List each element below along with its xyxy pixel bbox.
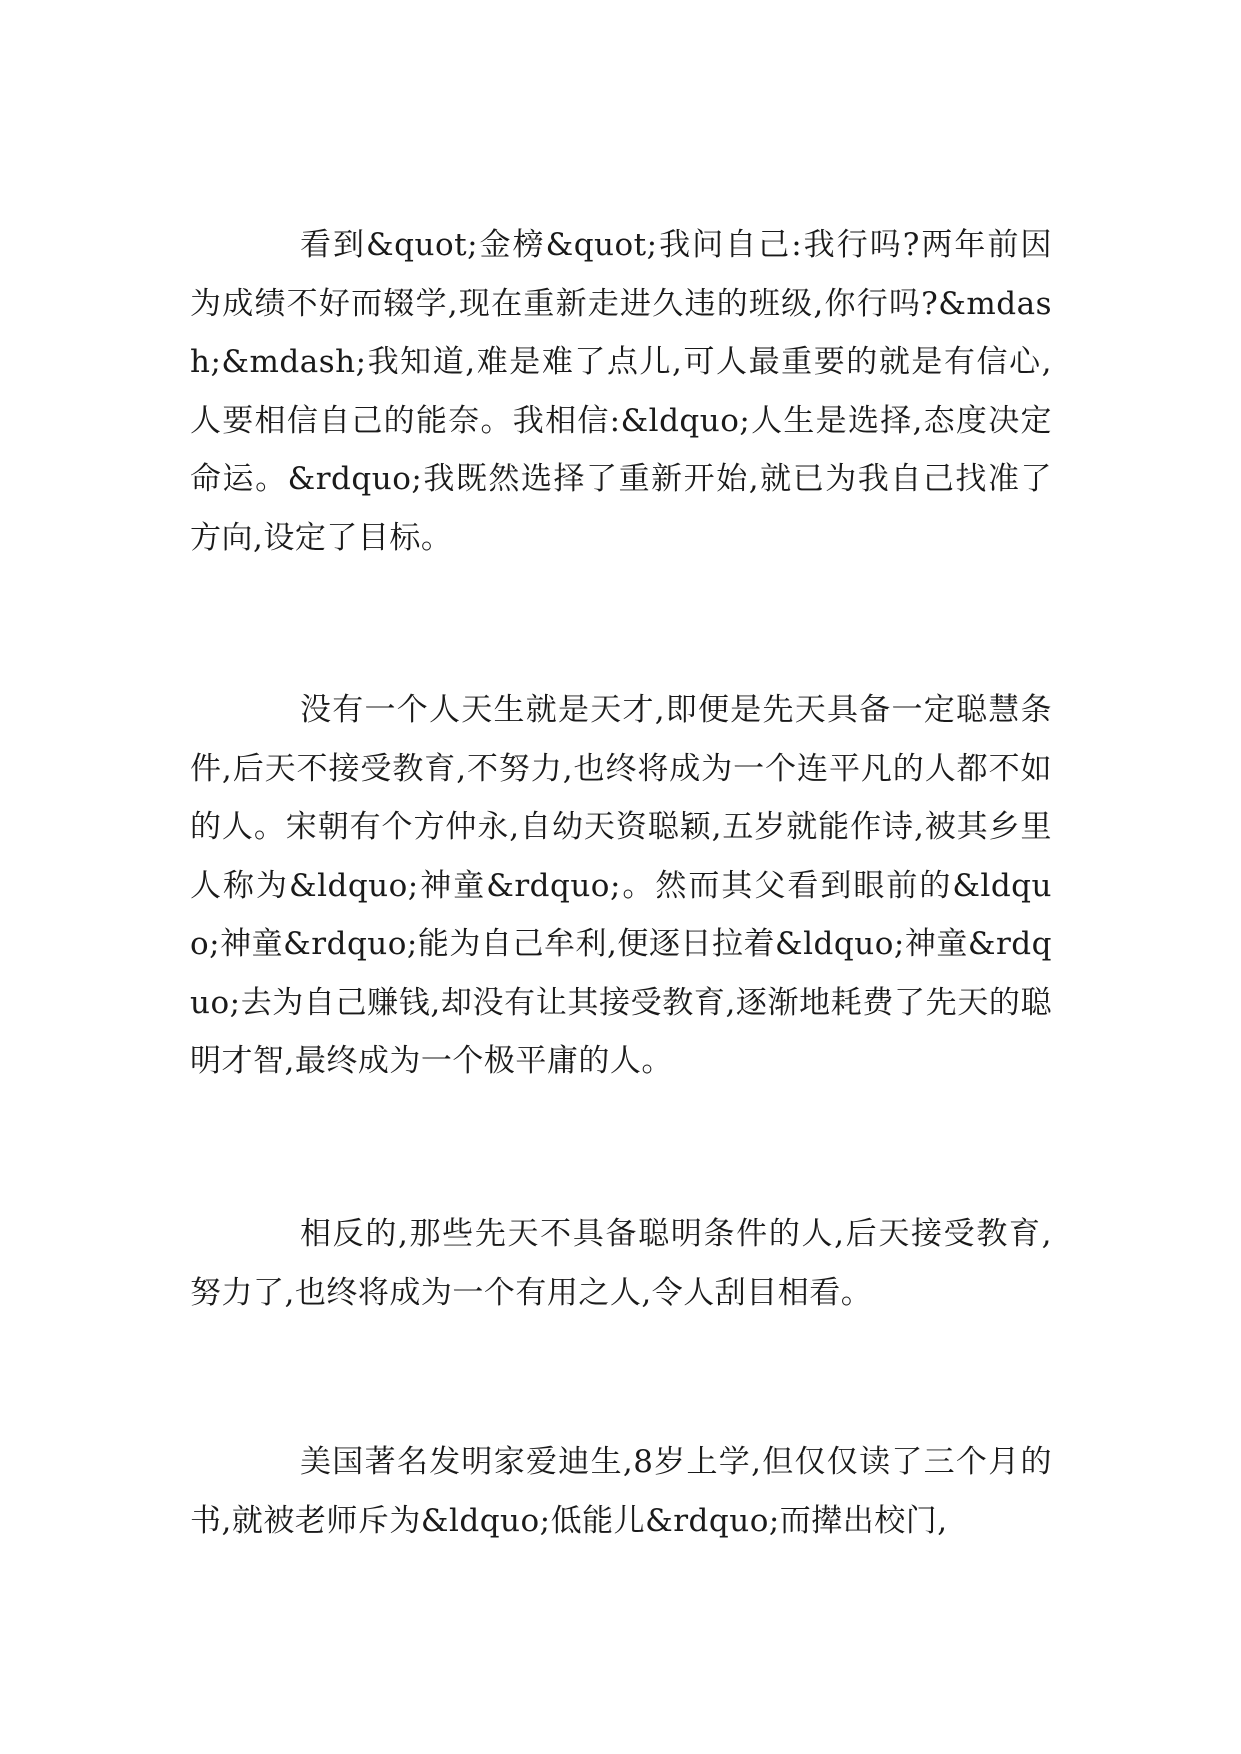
paragraph-confidence: 看到&quot;金榜&quot;我问自己:我行吗?两年前因为成绩不好而辍学,现在重新走进久违的班级,你行吗?&mdash;&mdash;我知道,难是难了点儿,可人最重要的就是有信心,人要相信自己的能奈。我相信:&ldquo;人生是选择,态度决定命运。&rdquo;我既然选择了重新开始,就已为我自己找准了方向,设定了目标。 [190,227,1052,556]
paragraph-effort: 相反的,那些先天不具备聪明条件的人,后天接受教育,努力了,也终将成为一个有用之人,令人刮目相看。 [190,1216,1052,1311]
paragraph-edison: 美国著名发明家爱迪生,8岁上学,但仅仅读了三个月的书,就被老师斥为&ldquo;低能儿&rdquo;而撵出校门, [190,1444,1052,1539]
paragraph-fang-zhongyong: 没有一个人天生就是天才,即便是先天具备一定聪慧条件,后天不接受教育,不努力,也终将成为一个连平凡的人都不如的人。宋朝有个方仲永,自幼天资聪颖,五岁就能作诗,被其乡里人称为&ldquo;神童&rdquo;。然而其父看到眼前的&ldquo;神童&rdquo;能为自己牟利,便逐日拉着&ldquo;神童&rdquo;去为自己赚钱,却没有让其接受教育,逐渐地耗费了先天的聪明才智,最终成为一个极平庸的人。 [190,692,1052,1079]
